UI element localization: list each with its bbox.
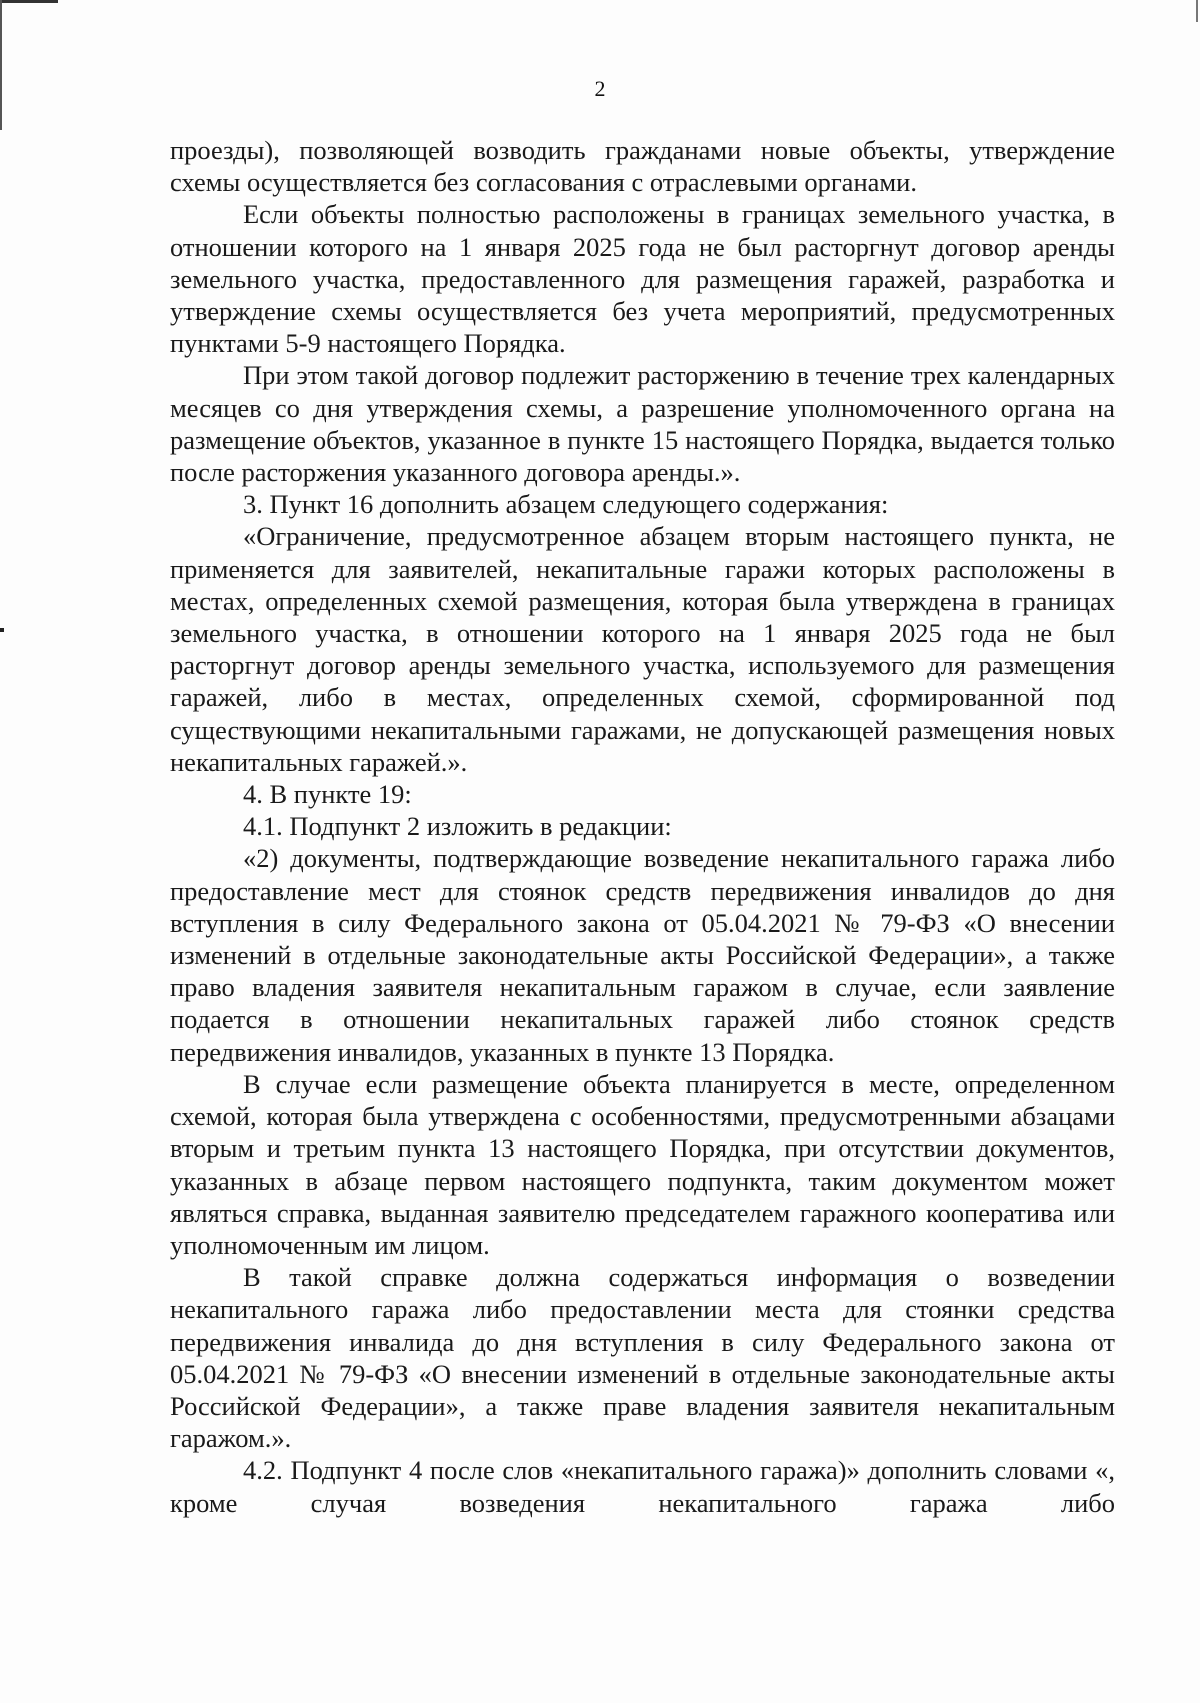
document-body: [170, 134, 1115, 1519]
scan-artifact-top: [0, 0, 58, 3]
scan-artifact-edge: [0, 0, 2, 130]
scan-artifact-right: [1196, 0, 1198, 22]
paragraph-5: «Ограничение, предусмотренное абзацем вторым настоящего пункта, не применяется для заявителей, некапитальные гаражи которых расположены в местах, определенных схемой размещения, которая была утверждена в границах земельного участка, в отношении которого на 1 января 2025 года не был расторгнут договор аренды земельного участка, используемого для размещения гаражей, либо в местах, определенных схемой, сформированной под существующими некапитальными гаражами, не допускающей размещения новых некапитальных гаражей.».: [170, 521, 1115, 777]
paragraph-8: «2) документы, подтверждающие возведение некапитального гаража либо предоставление мест для стоянок средств передвижения инвалидов до дня вступления в силу Федерального закона от 05.04.2021 № 79-ФЗ «О внесении изменений в отдельные законодательные акты Российской Федерации», а также право владения заявителя некапитальным гаражом в случае, если заявление подается в отношении некапитальных гаражей либо стоянок средств передвижения инвалидов, указанных в пункте 13 Порядка.: [170, 843, 1115, 1067]
paragraph-9: В случае если размещение объекта планируется в месте, определенном схемой, которая была утверждена с особенностями, предусмотренными абзацами вторым и третьим пункта 13 настоящего Порядка, при отсутствии документов, указанных в абзаце первом настоящего подпункта, таким документом может являться справка, выданная заявителю председателем гаражного кооператива или уполномоченным им лицом.: [170, 1068, 1115, 1260]
paragraph-7: 4.1. Подпункт 2 изложить в редакции:: [243, 811, 672, 842]
paragraph-3: При этом такой договор подлежит расторжению в течение трех календарных месяцев со дня утверждения схемы, а разрешение уполномоченного органа на размещение объектов, указанное в пункте 15 настоящего Порядка, выдается только после расторжения указанного договора аренды.».: [170, 360, 1115, 488]
paragraph-6: 4. В пункте 19:: [243, 779, 412, 810]
paragraph-4: 3. Пункт 16 дополнить абзацем следующего содержания:: [243, 489, 889, 520]
paragraph-11: 4.2. Подпункт 4 после слов «некапитального гаража)» дополнить словами «, кроме случая возведения некапитального гаража либо: [170, 1455, 1115, 1518]
paragraph-1: проезды), позволяющей возводить гражданами новые объекты, утверждение схемы осуществляется без согласования с отраслевыми органами.: [170, 135, 1115, 198]
scan-artifact-dot: [0, 628, 4, 632]
page-number: 2: [594, 76, 606, 101]
paragraph-10: В такой справке должна содержаться информация о возведении некапитального гаража либо предоставлении места для стоянки средства передвижения инвалида до дня вступления в силу Федерального закона от 05.04.2021 № 79-ФЗ «О внесении изменений в отдельные законодательные акты Российской Федерации», а также праве владения заявителя некапитальным гаражом.».: [170, 1262, 1115, 1454]
paragraph-2: Если объекты полностью расположены в границах земельного участка, в отношении которого на 1 января 2025 года не был расторгнут договор аренды земельного участка, предоставленного для размещения гаражей, разработка и утверждение схемы осуществляется без учета мероприятий, предусмотренных пунктами 5-9 настоящего Порядка.: [170, 199, 1115, 359]
